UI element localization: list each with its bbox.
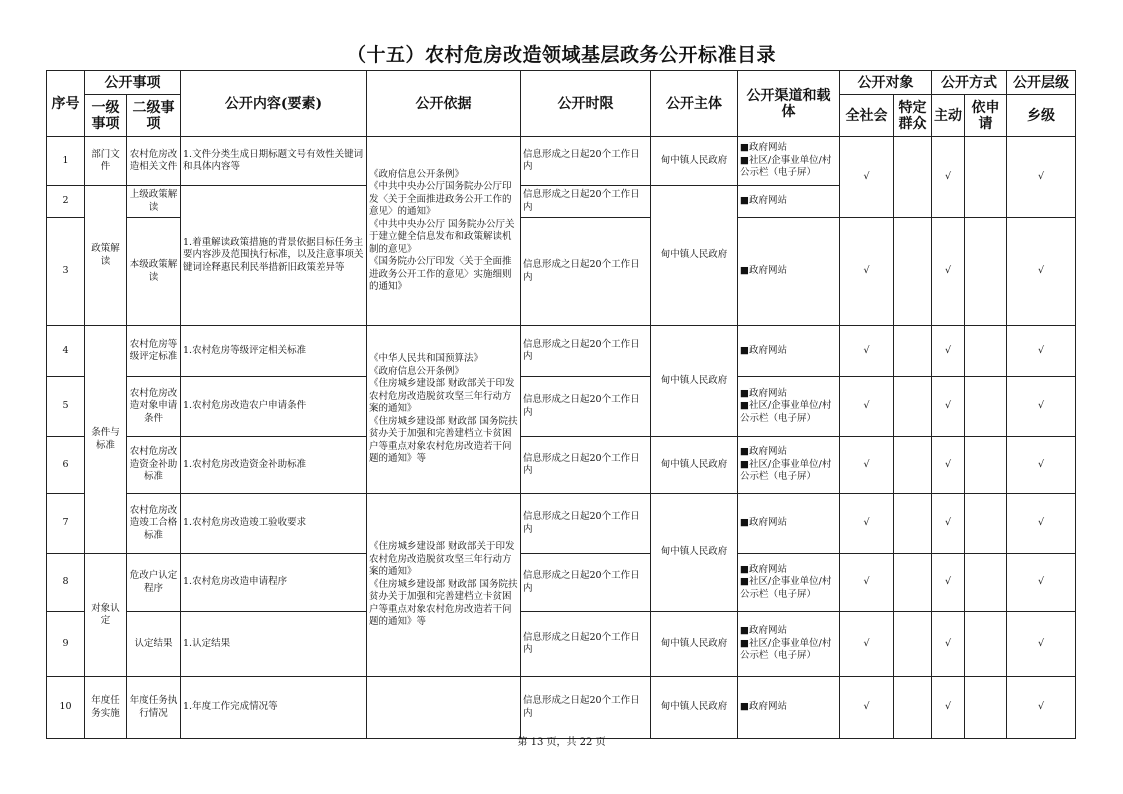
check-apply [965, 377, 1007, 437]
content-cell: 1.农村危房改造农户申请条件 [181, 377, 367, 437]
channel-item: ■社区/企事业单位/村公示栏（电子屏） [740, 458, 832, 483]
content-cell: 1.农村危房等级评定相关标准 [181, 326, 367, 377]
subject-cell: 甸中镇人民政府 [651, 612, 738, 677]
level2-item: 本级政策解读 [127, 218, 181, 326]
header-content: 公开内容(要素) [181, 71, 367, 137]
basis-cell [367, 677, 521, 739]
page-footer: 第 13 页，共 22 页 [517, 737, 606, 748]
header-level1: 一级事项 [85, 95, 127, 137]
time-cell: 信息形成之日起20个工作日内 [521, 218, 651, 326]
time-cell: 信息形成之日起20个工作日内 [521, 612, 651, 677]
header-subject: 公开主体 [651, 71, 738, 137]
table-row [47, 677, 1076, 739]
check-apply [965, 612, 1007, 677]
time-cell: 信息形成之日起20个工作日内 [521, 554, 651, 612]
subject-cell: 甸中镇人民政府 [651, 677, 738, 739]
header-channel: 公开渠道和载体 [738, 71, 840, 137]
subject-cell: 甸中镇人民政府 [651, 137, 738, 186]
level1-item: 条件与标准 [85, 326, 127, 554]
row-seq: 2 [47, 186, 85, 218]
subject-cell: 甸中镇人民政府 [651, 186, 738, 326]
check-active: √ [932, 677, 965, 739]
channel-cell [738, 554, 840, 612]
check-specific [894, 494, 932, 554]
check-active: √ [932, 137, 965, 218]
check-apply [965, 677, 1007, 739]
row-seq: 3 [47, 218, 85, 326]
channel-item: ■政府网站 [740, 387, 787, 399]
channel-item: ■政府网站 [740, 446, 787, 458]
check-level: √ [1007, 494, 1076, 554]
table-row [47, 437, 1076, 494]
channel-item: ■政府网站 [740, 625, 787, 637]
level2-item: 农村危房改造资金补助标准 [127, 437, 181, 494]
header-method: 公开方式 [932, 71, 1007, 95]
level2-item: 年度任务执行情况 [127, 677, 181, 739]
check-specific [894, 437, 932, 494]
time-cell: 信息形成之日起20个工作日内 [521, 377, 651, 437]
check-specific [894, 377, 932, 437]
time-cell: 信息形成之日起20个工作日内 [521, 186, 651, 218]
channel-item: ■政府网站 [740, 563, 787, 575]
channel-cell [738, 218, 840, 326]
check-all: √ [840, 494, 894, 554]
check-specific [894, 677, 932, 739]
channel-item: ■社区/企事业单位/村公示栏（电子屏） [740, 637, 832, 662]
page-title: （十五）农村危房改造领域基层政务公开标准目录 [346, 44, 776, 66]
channel-item: ■政府网站 [740, 701, 787, 713]
check-apply [965, 218, 1007, 326]
check-apply [965, 437, 1007, 494]
header-target: 公开对象 [840, 71, 932, 95]
row-seq: 9 [47, 612, 85, 677]
channel-cell [738, 437, 840, 494]
check-all: √ [840, 554, 894, 612]
check-active: √ [932, 437, 965, 494]
header-seq: 序号 [47, 71, 85, 137]
content-cell: 1.着重解读政策措施的背景依据目标任务主要内容涉及范围执行标准，以及注意事项关键词诠释惠民利民举措新旧政策差异等 [181, 186, 367, 326]
table-row [47, 494, 1076, 554]
header-target-all: 全社会 [840, 95, 894, 137]
channel-item: ■社区/企事业单位/村公示栏（电子屏） [740, 154, 832, 179]
check-specific [894, 612, 932, 677]
check-specific [894, 218, 932, 326]
channel-cell [738, 326, 840, 377]
check-active: √ [932, 326, 965, 377]
channel-item: ■政府网站 [740, 195, 787, 207]
check-level: √ [1007, 218, 1076, 326]
header-level-town: 乡级 [1007, 95, 1076, 137]
row-seq: 6 [47, 437, 85, 494]
channel-cell [738, 186, 840, 218]
check-apply [965, 326, 1007, 377]
channel-cell [738, 612, 840, 677]
time-cell: 信息形成之日起20个工作日内 [521, 137, 651, 186]
channel-item: ■社区/企事业单位/村公示栏（电子屏） [740, 400, 832, 424]
subject-cell: 甸中镇人民政府 [651, 437, 738, 494]
check-apply [965, 137, 1007, 218]
basis-cell: 《中华人民共和国预算法》 《政府信息公开条例》 《住房城乡建设部 财政部关于印发农村危房改造脱贫攻坚三年行动方案的通知》 《住房城乡建设部 财政部 国务院扶贫办关于加强和完善建档立卡贫困户等重点对象农村危房改造若干问题的通知》等 [367, 326, 521, 494]
time-cell: 信息形成之日起20个工作日内 [521, 494, 651, 554]
header-method-apply: 依申请 [965, 95, 1007, 137]
check-active: √ [932, 612, 965, 677]
header-time: 公开时限 [521, 71, 651, 137]
channel-cell [738, 494, 840, 554]
check-active: √ [932, 218, 965, 326]
check-level: √ [1007, 137, 1076, 218]
channel-cell [738, 677, 840, 739]
content-cell: 1.文件分类生成日期标题文号有效性关键词和具体内容等 [181, 137, 367, 186]
row-seq: 1 [47, 137, 85, 186]
subject-cell: 甸中镇人民政府 [651, 326, 738, 437]
basis-cell: 《政府信息公开条例》 《中共中央办公厅国务院办公厅印发〈关于全面推进政务公开工作的意见〉的通知》 《中共中央办公厅 国务院办公厅关于建立健全信息发布和政策解读机制的意见》 《国务院办公厅印发〈关于全面推进政务公开工作的意见〉实施细则的通知》 [367, 137, 521, 326]
content-cell: 1.农村危房改造竣工验收要求 [181, 494, 367, 554]
content-cell: 1.年度工作完成情况等 [181, 677, 367, 739]
level1-item: 政策解读 [85, 186, 127, 326]
channel-cell [738, 137, 840, 186]
time-cell: 信息形成之日起20个工作日内 [521, 437, 651, 494]
check-active: √ [932, 554, 965, 612]
channel-cell [738, 377, 840, 437]
content-cell: 1.农村危房改造资金补助标准 [181, 437, 367, 494]
table-row [47, 554, 1076, 612]
header-level: 公开层级 [1007, 71, 1076, 95]
check-apply [965, 494, 1007, 554]
header-level2: 二级事项 [127, 95, 181, 137]
level1-item: 部门文件 [85, 137, 127, 186]
check-level: √ [1007, 612, 1076, 677]
level1-item: 对象认定 [85, 554, 127, 677]
table-row [47, 137, 1076, 186]
disclosure-catalog-table [46, 70, 1076, 739]
level2-item: 上级政策解读 [127, 186, 181, 218]
row-seq: 4 [47, 326, 85, 377]
check-level: √ [1007, 437, 1076, 494]
check-all: √ [840, 612, 894, 677]
check-level: √ [1007, 554, 1076, 612]
row-seq: 10 [47, 677, 85, 739]
check-all: √ [840, 326, 894, 377]
check-level: √ [1007, 677, 1076, 739]
check-level: √ [1007, 377, 1076, 437]
check-all: √ [840, 137, 894, 218]
header-basis: 公开依据 [367, 71, 521, 137]
header-target-specific: 特定群众 [894, 95, 932, 137]
table-row [47, 612, 1076, 677]
basis-cell: 《住房城乡建设部 财政部关于印发农村危房改造脱贫攻坚三年行动方案的通知》 《住房城乡建设部 财政部 国务院扶贫办关于加强和完善建档立卡贫困户等重点对象农村危房改造若干问题的通知》等 [367, 494, 521, 677]
table-row [47, 326, 1076, 377]
check-all: √ [840, 677, 894, 739]
check-specific [894, 326, 932, 377]
header-method-active: 主动 [932, 95, 965, 137]
check-apply [965, 554, 1007, 612]
channel-item: ■政府网站 [740, 517, 787, 529]
check-active: √ [932, 494, 965, 554]
level1-item: 年度任务实施 [85, 677, 127, 739]
row-seq: 5 [47, 377, 85, 437]
check-specific [894, 137, 932, 218]
level2-item: 农村危房改造相关文件 [127, 137, 181, 186]
channel-item: ■政府网站 [740, 344, 787, 356]
channel-item: ■政府网站 [740, 142, 787, 154]
time-cell: 信息形成之日起20个工作日内 [521, 326, 651, 377]
table-row [47, 377, 1076, 437]
content-cell: 1.农村危房改造申请程序 [181, 554, 367, 612]
check-all: √ [840, 377, 894, 437]
header-matters: 公开事项 [85, 71, 181, 95]
check-specific [894, 554, 932, 612]
check-active: √ [932, 377, 965, 437]
level2-item: 农村危房改造对象申请条件 [127, 377, 181, 437]
level2-item: 农村危房改造竣工合格标准 [127, 494, 181, 554]
row-seq: 7 [47, 494, 85, 554]
channel-item: ■政府网站 [740, 265, 787, 277]
level2-item: 认定结果 [127, 612, 181, 677]
subject-cell: 甸中镇人民政府 [651, 494, 738, 612]
content-cell: 1.认定结果 [181, 612, 367, 677]
channel-item: ■社区/企事业单位/村公示栏（电子屏） [740, 576, 832, 600]
level2-item: 危改户认定程序 [127, 554, 181, 612]
row-seq: 8 [47, 554, 85, 612]
check-all: √ [840, 437, 894, 494]
check-all: √ [840, 218, 894, 326]
check-level: √ [1007, 326, 1076, 377]
level2-item: 农村危房等级评定标准 [127, 326, 181, 377]
time-cell: 信息形成之日起20个工作日内 [521, 677, 651, 739]
